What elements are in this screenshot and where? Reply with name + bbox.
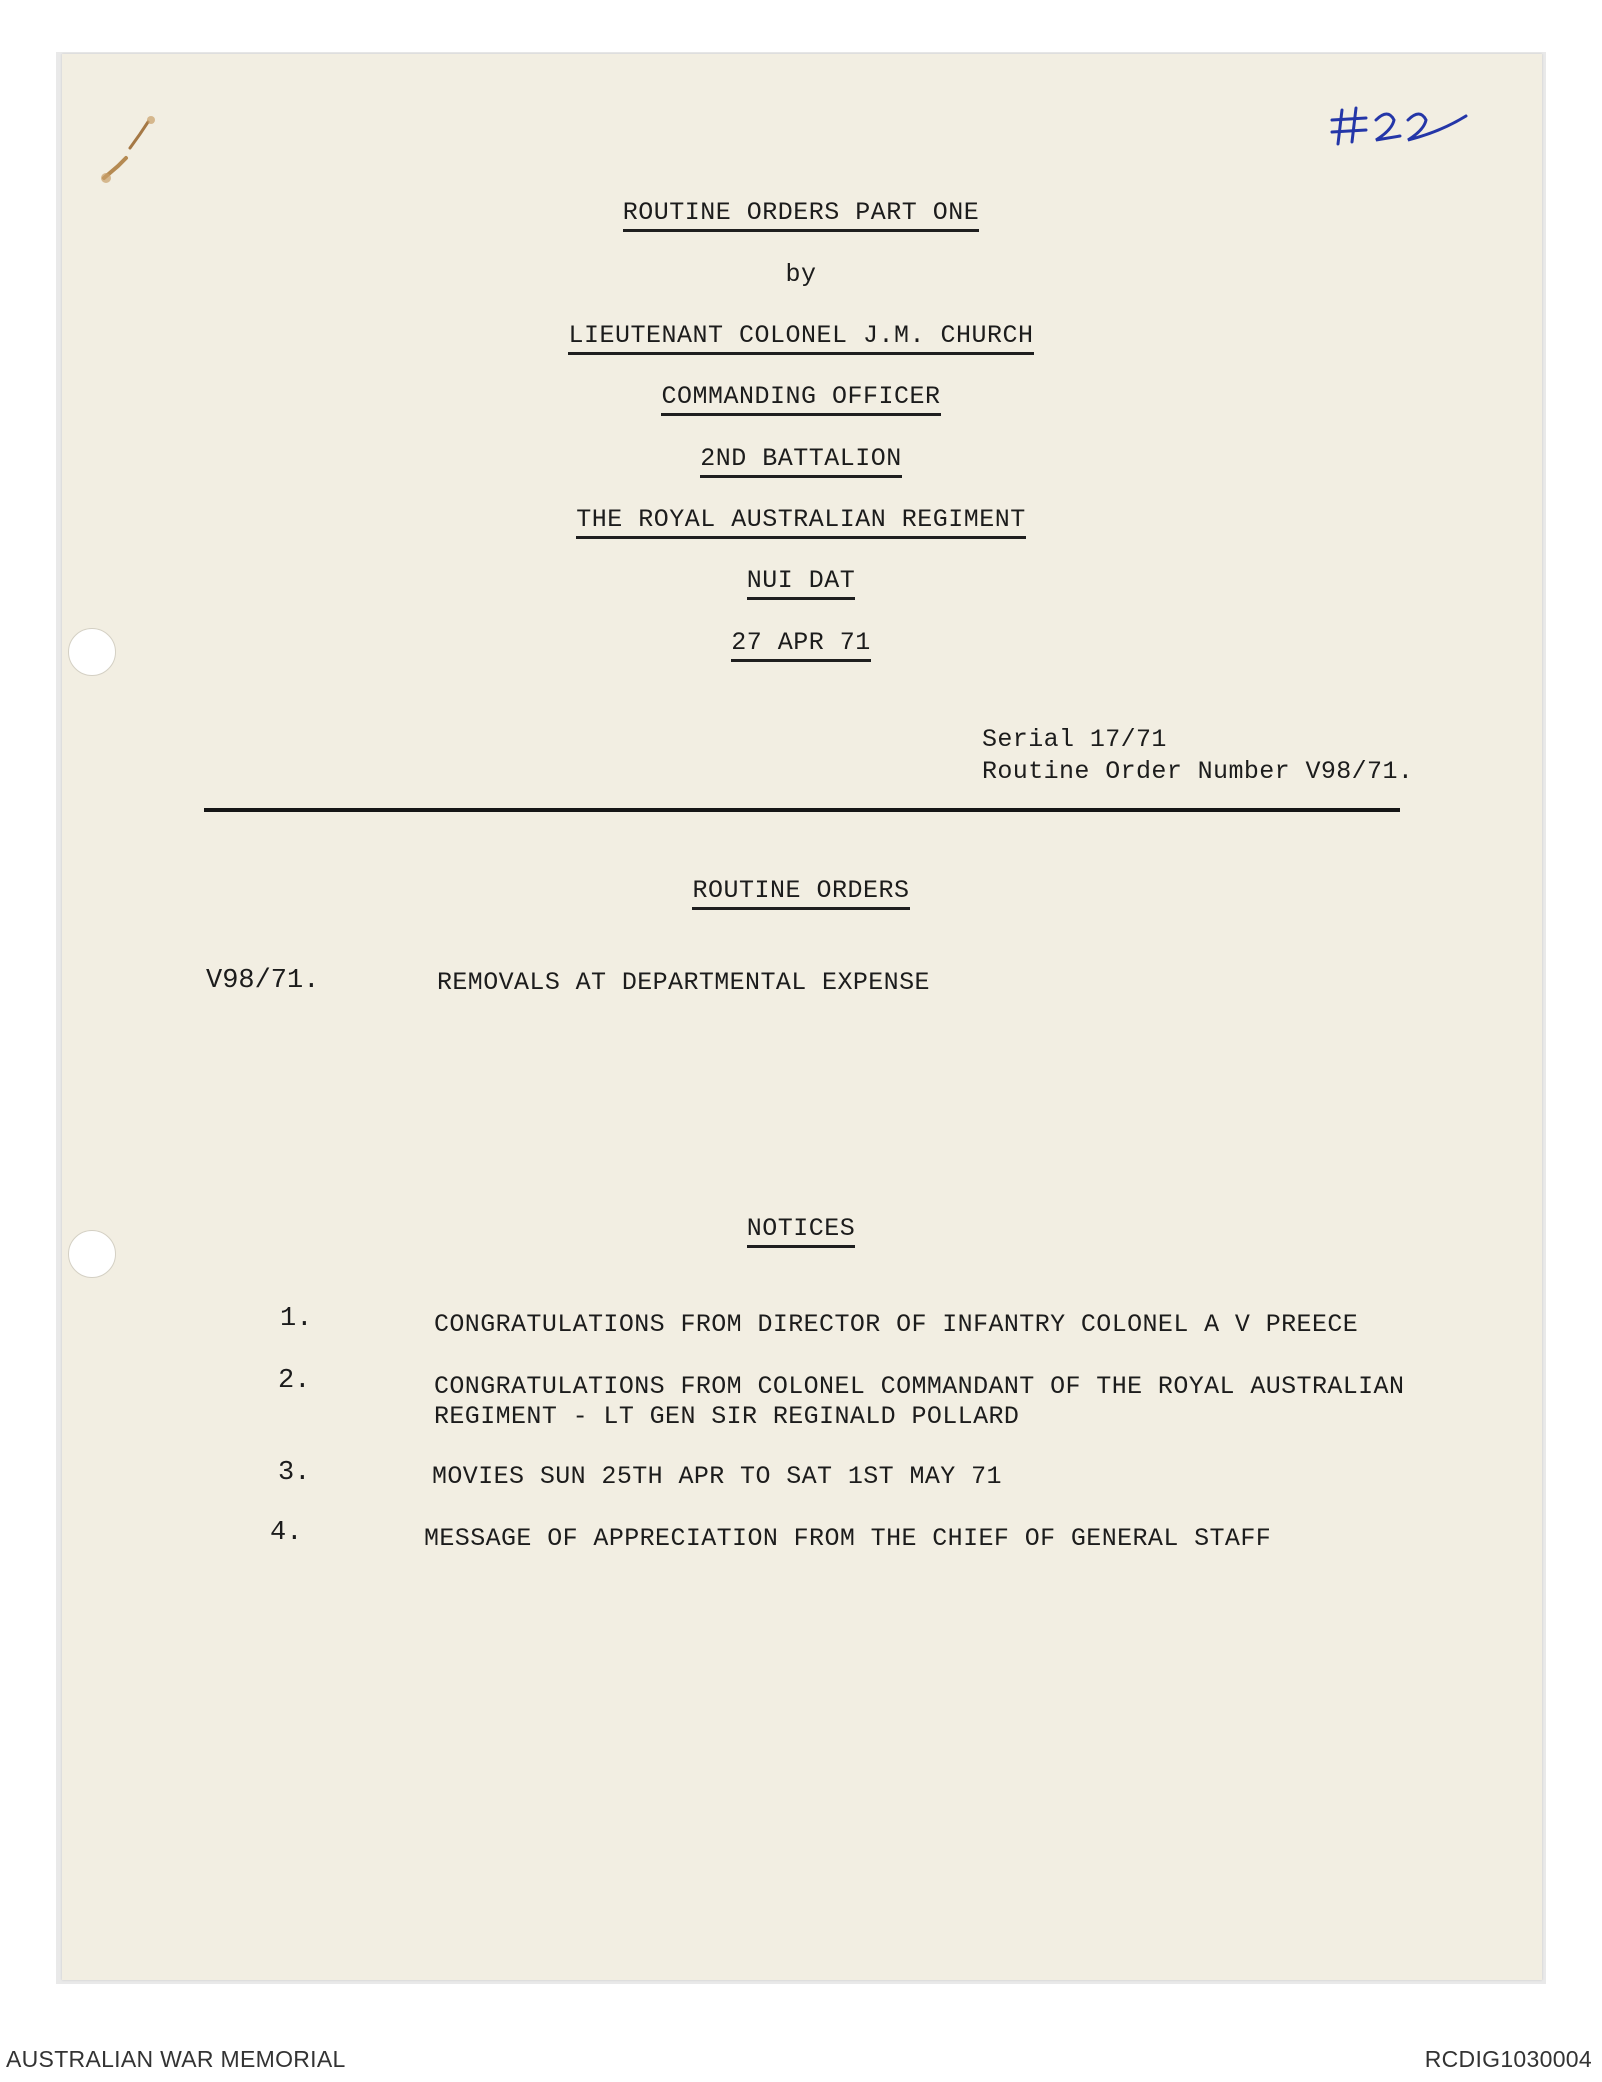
routine-order-number: Routine Order Number V98/71.: [982, 757, 1414, 786]
notice-line: CONGRATULATIONS FROM DIRECTOR OF INFANTRY COLONEL A V PREECE: [434, 1310, 1359, 1339]
notice-number: 3.: [278, 1458, 311, 1488]
routine-orders-heading: ROUTINE ORDERS: [0, 876, 1602, 910]
notice-line: REGIMENT - LT GEN SIR REGINALD POLLARD: [434, 1402, 1020, 1431]
notice-line: MESSAGE OF APPRECIATION FROM THE CHIEF OF GENERAL STAFF: [424, 1524, 1272, 1553]
routine-order-item-number: V98/71.: [206, 966, 320, 996]
header-date: 27 APR 71: [0, 628, 1602, 662]
header-regiment: THE ROYAL AUSTRALIAN REGIMENT: [0, 505, 1602, 539]
notice-line: CONGRATULATIONS FROM COLONEL COMMANDANT OF THE ROYAL AUSTRALIAN: [434, 1372, 1405, 1401]
serial-number: Serial 17/71: [982, 725, 1167, 754]
header-officer: LIEUTENANT COLONEL J.M. CHURCH: [0, 321, 1602, 355]
notice-text: [434, 1372, 1434, 1432]
header-by: by: [785, 260, 817, 289]
routine-order-item-title: REMOVALS AT DEPARTMENTAL EXPENSE: [437, 968, 930, 997]
footer-record-id: RCDIG1030004: [1424, 2046, 1592, 2072]
notice-line: MOVIES SUN 25TH APR TO SAT 1ST MAY 71: [432, 1462, 1002, 1491]
notices-heading: NOTICES: [0, 1214, 1602, 1248]
header-battalion: 2ND BATTALION: [0, 444, 1602, 478]
header-location: NUI DAT: [0, 566, 1602, 600]
notice-number: 4.: [270, 1518, 303, 1548]
handwritten-note: [1330, 100, 1470, 150]
notice-number: 1.: [280, 1304, 313, 1334]
header-title: ROUTINE ORDERS PART ONE: [0, 198, 1602, 232]
notice-text: [432, 1462, 1432, 1492]
footer-archive-name: AUSTRALIAN WAR MEMORIAL: [6, 2046, 346, 2072]
notice-text: [434, 1310, 1434, 1340]
divider-rule: [204, 808, 1400, 812]
notice-number: 2.: [278, 1366, 311, 1396]
staple-mark-icon: [96, 108, 166, 188]
notice-text: [424, 1524, 1424, 1554]
header-role: COMMANDING OFFICER: [0, 382, 1602, 416]
serial-block: [982, 724, 1413, 788]
